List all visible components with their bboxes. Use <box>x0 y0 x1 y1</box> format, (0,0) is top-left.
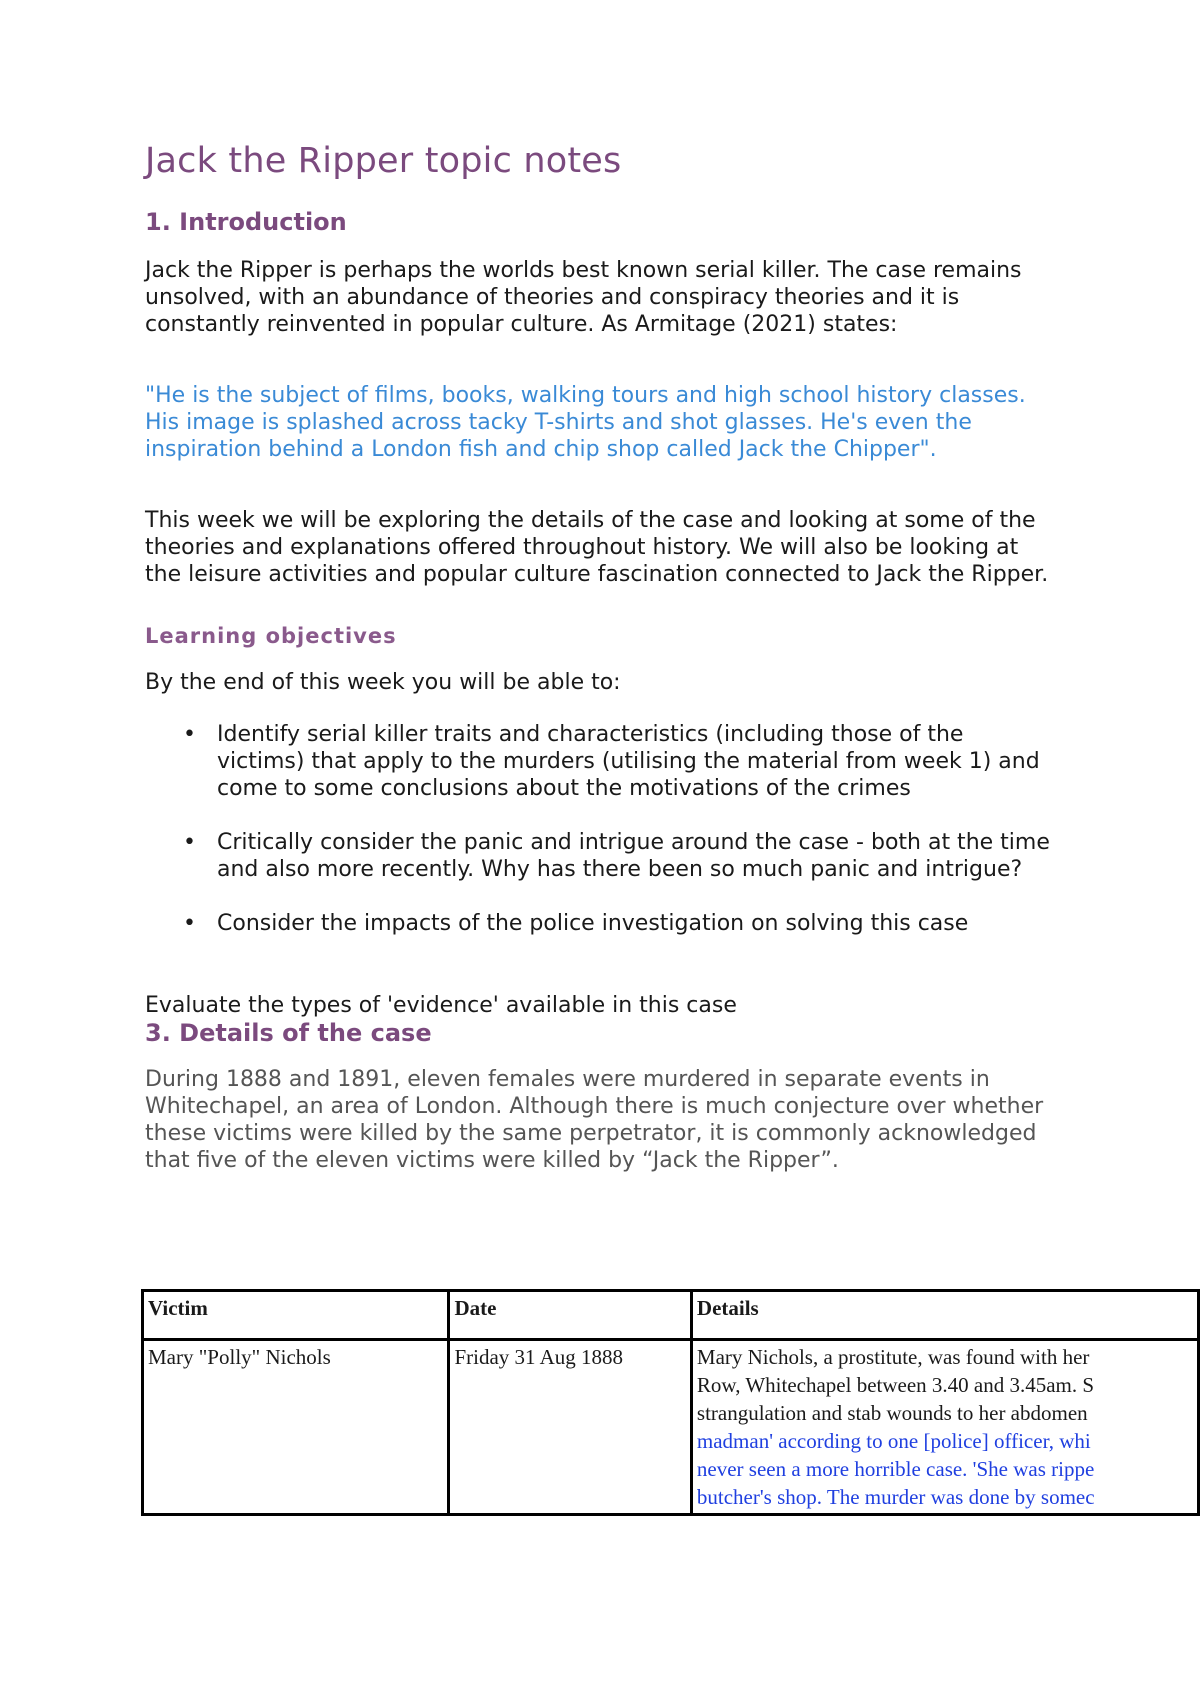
objective-item <box>145 721 1050 802</box>
details-paragraph: During 1888 and 1891, eleven females were murdered in separate events in Whitechapel, an area of London. Although there is much conjecture over whether these victims were killed by the same perpetrator, it is commonly acknowledged that five of the eleven victims were killed by “Jack the Ripper”. <box>145 1066 1044 1173</box>
bullet-icon: • <box>183 721 196 747</box>
details-quote-line: butcher's shop. The murder was done by somec <box>696 1485 1095 1509</box>
header-victim: Victim <box>143 1291 449 1340</box>
objective-text: Critically consider the panic and intrigue around the case - both at the time and also more recently. Why has there been so much panic and intrigue? <box>217 829 1050 882</box>
cell-date: Friday 31 Aug 1888 <box>449 1340 691 1515</box>
objective-text: Consider the impacts of the police investigation on solving this case <box>217 910 969 936</box>
table-header-row <box>143 1291 1199 1340</box>
objectives-lead: By the end of this week you will be able to: <box>145 669 621 695</box>
details-heading: 3. Details of the case <box>145 1018 432 1047</box>
objective-item <box>145 910 1050 937</box>
document-page <box>145 140 1200 1192</box>
details-line: Row, Whitechapel between 3.40 and 3.45am. S <box>696 1373 1095 1397</box>
header-details: Details <box>691 1291 1198 1340</box>
bullet-icon: • <box>183 829 196 855</box>
page-title: Jack the Ripper topic notes <box>145 141 622 181</box>
objectives-heading: Learning objectives <box>145 623 397 648</box>
details-quote-line: never seen a more horrible case. 'She was rippe <box>696 1457 1095 1481</box>
header-date: Date <box>449 1291 691 1340</box>
intro-heading: 1. Introduction <box>145 208 347 236</box>
objective-text: Identify serial killer traits and characteristics (including those of the victims) that apply to the murders (utilising the material from week 1) and come to some conclusions about the motivations of the crimes <box>217 721 1040 801</box>
details-line: strangulation and stab wounds to her abdomen <box>696 1401 1088 1425</box>
bullet-icon: • <box>183 910 196 936</box>
objective-item <box>145 829 1050 883</box>
objectives-list <box>145 721 1050 937</box>
details-quote-line: madman' according to one [police] officer, whi <box>696 1429 1091 1453</box>
cell-details <box>691 1340 1198 1515</box>
intro-paragraph: Jack the Ripper is perhaps the worlds best known serial killer. The case remains unsolved, with an abundance of theories and conspiracy theories and it is constantly reinvented in popular culture. As Armitage (2021) states: <box>145 257 1022 337</box>
table-row <box>143 1340 1199 1515</box>
intro-quote: "He is the subject of films, books, walking tours and high school history classes. His image is splashed across tacky T-shirts and shot glasses. He's even the inspiration behind a London fish and chip shop called Jack the Chipper". <box>145 382 1026 462</box>
details-line: Mary Nichols, a prostitute, was found with her <box>696 1345 1090 1369</box>
victims-table <box>141 1289 1200 1516</box>
week-paragraph: This week we will be exploring the details of the case and looking at some of the theories and explanations offered throughout history. We will also be looking at the leisure activities and popular culture fascination connected to Jack the Ripper. <box>145 507 1049 587</box>
evaluate-line: Evaluate the types of 'evidence' available in this case <box>145 992 737 1018</box>
cell-victim: Mary "Polly" Nichols <box>143 1340 449 1515</box>
